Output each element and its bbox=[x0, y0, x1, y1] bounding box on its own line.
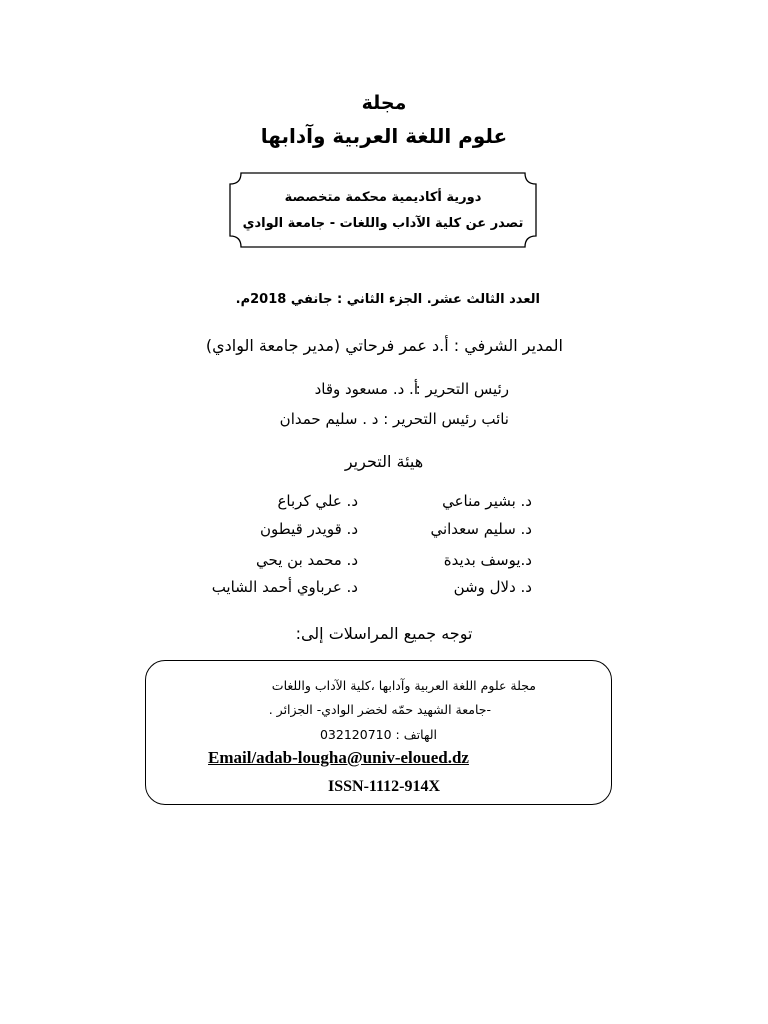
editorial-board-title: هيئة التحرير bbox=[344, 452, 424, 471]
description-frame bbox=[229, 172, 537, 248]
issue-info: العدد الثالث عشر. الجزء الثاني : جانفي 2018م. bbox=[235, 292, 540, 307]
email-address[interactable]: Email/adab-lougha@univ-eloued.dz bbox=[208, 748, 469, 767]
description-line-1: دورية أكاديمية محكمة متخصصة bbox=[284, 190, 482, 205]
board-member: د.يوسف بديدة bbox=[443, 551, 532, 569]
journal-title: علوم اللغة العربية وآدابها bbox=[260, 124, 508, 148]
deputy-editor: نائب رئيس التحرير : د . سليم حمدان bbox=[279, 410, 509, 428]
correspondence-title: توجه جميع المراسلات إلى: bbox=[295, 624, 473, 643]
board-member: د. سليم سعداني bbox=[430, 520, 532, 538]
board-member: د. عرباوي أحمد الشايب bbox=[211, 578, 358, 596]
board-member: د. علي كرباع bbox=[277, 492, 358, 510]
board-member: د. قويدر قيطون bbox=[260, 520, 358, 538]
issn-number: ISSN-1112-914X bbox=[327, 778, 441, 795]
editor-in-chief-name: أ. د. مسعود وقاد bbox=[314, 380, 418, 398]
editor-in-chief-label: رئيس التحرير : bbox=[415, 380, 509, 398]
address-line-1: مجلة علوم اللغة العربية وآدابها ،كلية الآداب واللغات bbox=[271, 678, 536, 693]
board-member: د. بشير مناعي bbox=[442, 492, 532, 510]
address-line-2: -جامعة الشهيد حمّه لخضر الوادي- الجزائر . bbox=[268, 702, 491, 717]
honorary-director: المدير الشرفي : أ.د عمر فرحاتي (مدير جامعة الوادي) bbox=[205, 336, 563, 355]
journal-label: مجلة bbox=[361, 92, 407, 114]
board-member: د. محمد بن يحي bbox=[256, 551, 358, 569]
phone-number: الهاتف : 032120710 bbox=[319, 727, 437, 742]
description-line-2: تصدر عن كلية الآداب واللغات - جامعة الوادي bbox=[242, 216, 524, 231]
board-member: د. دلال وشن bbox=[453, 578, 532, 596]
